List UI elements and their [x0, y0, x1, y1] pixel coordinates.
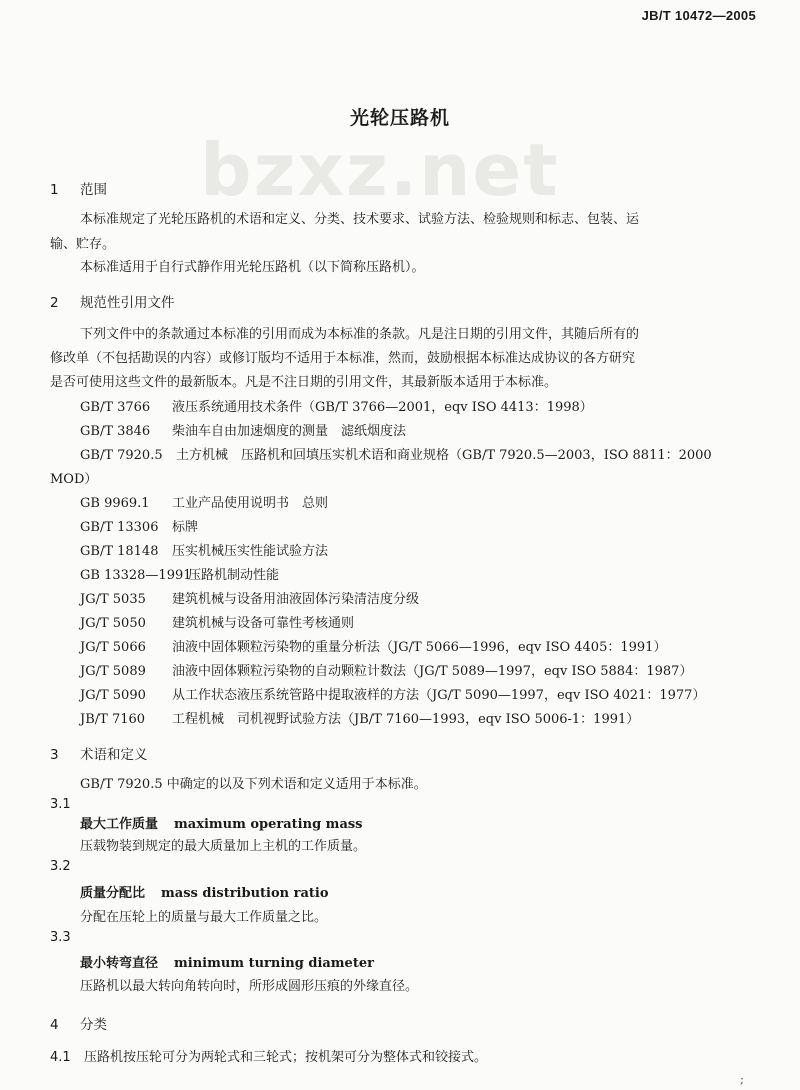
- section-2-heading: [50, 291, 175, 311]
- section-3-heading: [50, 743, 148, 763]
- reference-title: 柴油车自由加速烟度的测量 滤纸烟度法: [172, 424, 407, 439]
- term-en: maximum operating mass: [174, 817, 363, 832]
- reference-title: 液压系统通用技术条件（GB/T 3766—2001，eqv ISO 4413：1998）: [172, 400, 593, 415]
- term-heading: [80, 952, 374, 971]
- reference-code: GB/T 18148: [80, 544, 159, 559]
- reference-title: 从工作状态液压系统管路中提取液样的方法（JG/T 5090—1997，eqv ISO 4021：1977）: [172, 688, 706, 703]
- reference-item: [80, 444, 712, 463]
- reference-item: [80, 612, 354, 631]
- reference-code: GB/T 7920.5: [80, 448, 163, 463]
- reference-item: [80, 420, 406, 439]
- standard-code: JB/T 10472—2005: [641, 8, 756, 23]
- reference-continuation: MOD）: [50, 472, 98, 487]
- reference-code: GB/T 13306: [80, 520, 159, 535]
- section-number: 3: [50, 747, 59, 763]
- reference-code: JG/T 5089: [80, 664, 146, 679]
- reference-item: [80, 564, 279, 583]
- term-number: 3.2: [50, 859, 71, 874]
- reference-item: [80, 636, 666, 655]
- term-heading: [80, 813, 363, 832]
- references-intro-line: 下列文件中的条款通过本标准的引用而成为本标准的条款。凡是注日期的引用文件，其随后所有的: [80, 327, 640, 342]
- section-title: 规范性引用文件: [80, 295, 175, 311]
- reference-title: 油液中固体颗粒污染物的自动颗粒计数法（JG/T 5089—1997，eqv ISO 5884：1987）: [172, 664, 693, 679]
- reference-item: [80, 396, 593, 415]
- reference-code: JB/T 7160: [80, 712, 146, 727]
- clause-number: 4.1: [50, 1050, 71, 1065]
- references-intro-line: 是否可使用这些文件的最新版本。凡是不注日期的引用文件，其最新版本适用于本标准。: [50, 375, 558, 390]
- reference-title: 建筑机械与设备可靠性考核通则: [172, 616, 355, 631]
- reference-code: JG/T 5090: [80, 688, 146, 703]
- reference-title: 工业产品使用说明书 总则: [172, 496, 329, 511]
- reference-title: 标牌: [172, 520, 199, 535]
- reference-item: [80, 684, 705, 703]
- reference-code: GB/T 3846: [80, 424, 151, 439]
- term-definition: 压载物装到规定的最大质量加上主机的工作质量。: [80, 839, 367, 854]
- reference-code: GB 9969.1: [80, 496, 150, 511]
- reference-item: [80, 708, 639, 727]
- term-zh: 最大工作质量: [80, 817, 159, 832]
- section-number: 4: [50, 1017, 59, 1033]
- section-1-heading: [50, 178, 107, 198]
- reference-code: JG/T 5035: [80, 592, 146, 607]
- section-title: 分类: [80, 1017, 107, 1033]
- term-number: 3.1: [50, 797, 71, 812]
- scope-paragraph-line: 输、贮存。: [50, 237, 116, 252]
- scope-paragraph-line: 本标准规定了光轮压路机的术语和定义、分类、技术要求、试验方法、检验规则和标志、包装、运: [80, 212, 640, 227]
- section-4-heading: [50, 1013, 107, 1033]
- term-zh: 最小转弯直径: [80, 956, 159, 971]
- term-zh: 质量分配比: [80, 886, 146, 901]
- reference-title: 土方机械 压路机和回填压实机术语和商业规格（GB/T 7920.5—2003，ISO 8811：2000: [176, 448, 712, 463]
- watermark: bzxz.net: [200, 128, 560, 212]
- reference-item: [80, 516, 198, 535]
- clause-4-1: [50, 1046, 487, 1065]
- scan-mark: ;: [740, 1072, 745, 1086]
- term-definition: 分配在压轮上的质量与最大工作质量之比。: [80, 910, 328, 925]
- section-title: 术语和定义: [80, 747, 148, 763]
- reference-item: [80, 660, 692, 679]
- reference-title: 压实机械压实性能试验方法: [172, 544, 329, 559]
- term-heading: [80, 882, 329, 901]
- reference-code: GB 13328—1991: [80, 568, 192, 583]
- term-number: 3.3: [50, 930, 71, 945]
- reference-code: GB/T 3766: [80, 400, 151, 415]
- section-title: 范围: [80, 182, 107, 198]
- reference-code: JG/T 5050: [80, 616, 146, 631]
- term-definition: 压路机以最大转向角转向时，所形成圆形压痕的外缘直径。: [80, 979, 419, 994]
- reference-item: [80, 540, 328, 559]
- reference-code: JG/T 5066: [80, 640, 146, 655]
- section-number: 1: [50, 182, 59, 198]
- reference-title: 建筑机械与设备用油液固体污染清洁度分级: [172, 592, 420, 607]
- scope-applicability: 本标准适用于自行式静作用光轮压路机（以下简称压路机）。: [80, 260, 425, 275]
- reference-item: [80, 492, 328, 511]
- term-en: mass distribution ratio: [161, 886, 329, 901]
- reference-title: 工程机械 司机视野试验方法（JB/T 7160—1993，eqv ISO 5006-1：1991）: [172, 712, 640, 727]
- references-intro-line: 修改单（不包括勘误的内容）或修订版均不适用于本标准，然而，鼓励根据本标准达成协议的各方研究: [50, 351, 636, 366]
- reference-item: [80, 588, 419, 607]
- reference-title: 油液中固体颗粒污染物的重量分析法（JG/T 5066—1996，eqv ISO 4405：1991）: [172, 640, 667, 655]
- section-number: 2: [50, 295, 59, 311]
- terms-intro: GB/T 7920.5 中确定的以及下列术语和定义适用于本标准。: [80, 777, 427, 792]
- term-en: minimum turning diameter: [174, 956, 374, 971]
- reference-title: 压路机制动性能: [188, 568, 280, 583]
- clause-text: 压路机按压轮可分为两轮式和三轮式；按机架可分为整体式和铰接式。: [84, 1050, 488, 1065]
- page-title: 光轮压路机: [349, 107, 450, 129]
